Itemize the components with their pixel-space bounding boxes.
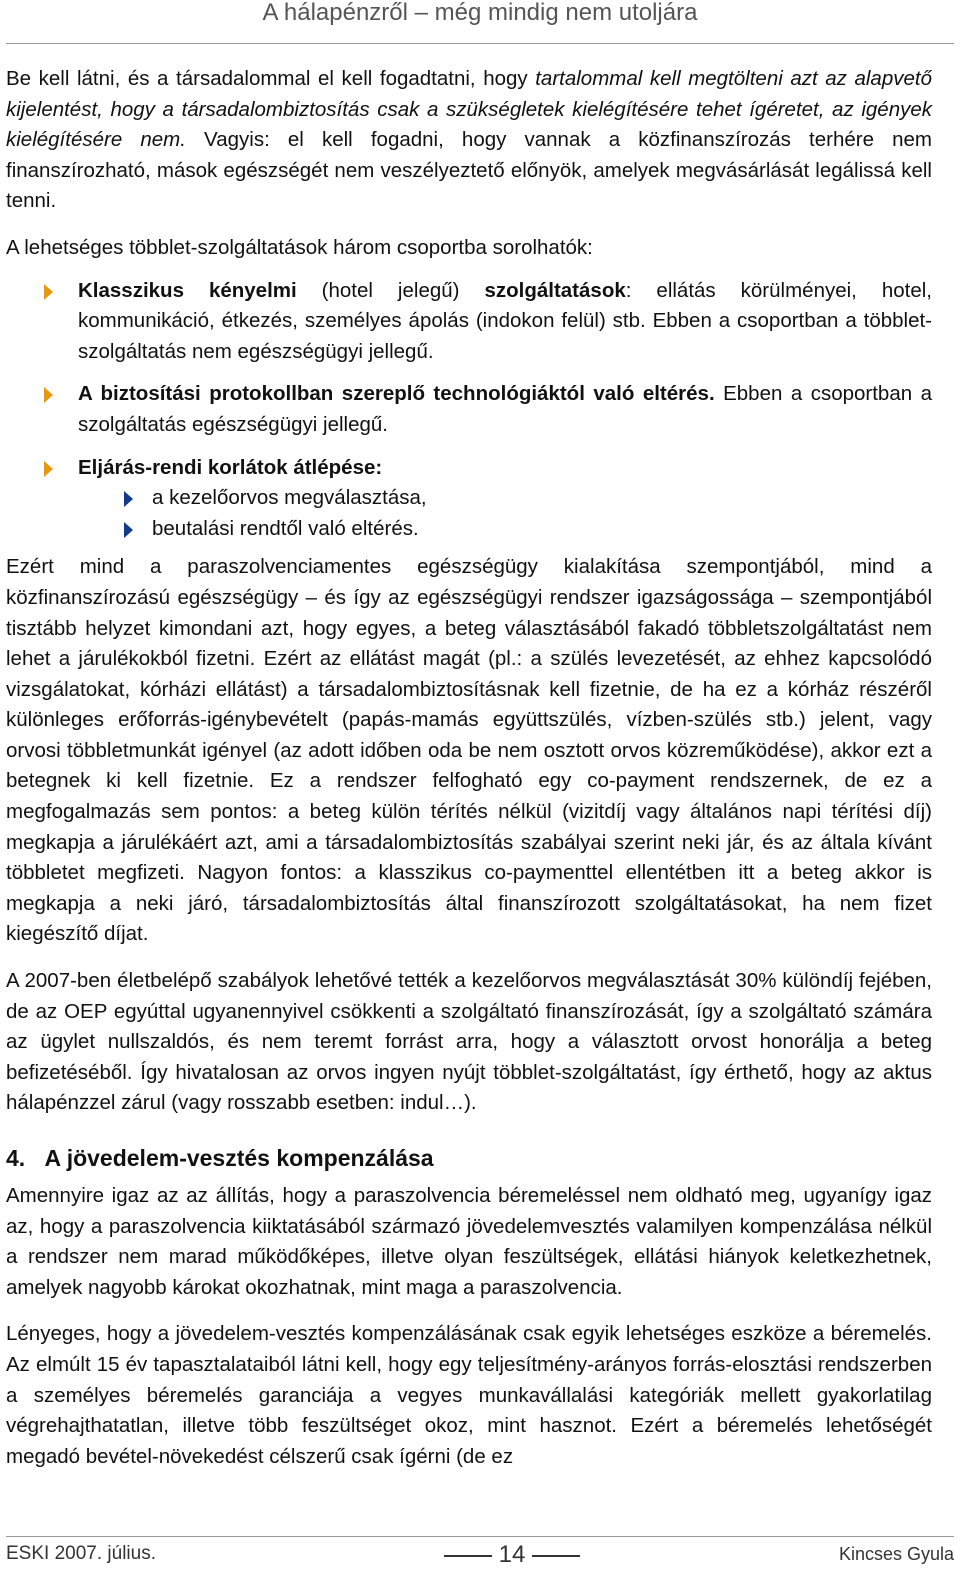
running-header: A hálapénzről – még mindig nem utoljára: [262, 0, 698, 26]
paragraph-6: Lényeges, hogy a jövedelem-vesztés kompenzálásának csak egyik lehetséges eszköze a béremelés. Az elmúlt 15 év tapasztalataiból látni kell, hogy egy teljesítmény-arányos forrás-elosztási rendszerben a személyes béremelés garanciája a vegyes munkavállalási kategóriák mellett gyakorlatilag végrehajthatatlan, illetve több feszültséget okoz, mint hasznot. Ezért a béremelés lehetőségét megadó bevétel-növekedést célszerű csak ígérni (de ez: [6, 1322, 932, 1468]
section-title: A jövedelem-vesztés kompenzálása: [44, 1145, 434, 1171]
section-number: 4.: [6, 1145, 26, 1171]
paragraph-3: Ezért mind a paraszolvenciamentes egészségügy kialakítása szempontjából, mind a közfinanszírozású egészségügy – és így az egészségügyi rendszer igazságossága – szempontjából tisztább helyzet kimondani azt, hogy egyes, a beteg választásából fakadó többletszolgáltatást nem lehet a járulékokból fizetni. Ezért az ellátást magát (pl.: a szülés levezetését, az ehhez kapcsolódó vizsgálatokat, kórházi ellátást) a társadalombiztosításnak kell fizetnie, de ha ez a kórház részéről különleges erőforrás-igénybevételt (papás-mamás együttszülés, vízben-szülés stb.) jelent, vagy orvosi többletmunkát igényel (az adott időben oda be nem osztott orvos közreműködése), akkor ezt a betegnek ki kell fizetnie. Ez a rendszer felfogható egy co-payment rendszernek, de ez a megfogalmazás sem pontos: a beteg külön térítés nélkül (vizitdíj vagy általános napi térítési díj) megkapja a járulékáért azt, ami a társadalombiztosítás szabályai szerint neki jár, és az általa kívánt többletet megfizeti. Nagyon fontos: a klasszikus co-paymenttel ellentétben itt a beteg akkor is megkapja a neki járó, társadalombiztosítás által finanszírozott szolgáltatásokat, ha nem fizet kiegészítő díjat.: [6, 555, 932, 946]
paragraph-5: Amennyire igaz az az állítás, hogy a paraszolvencia béremeléssel nem oldható meg, ugyanígy igaz az, hogy a paraszolvencia kiiktatásából származó jövedelemvesztés valamilyen kompenzálása nélkül a rendszer nem marad működőképes, illetve olyan feszültségek, ellátási hiányok keletkezhetnek, amelyek nagyobb károkat okozhatnak, mint maga a paraszolvencia.: [6, 1184, 932, 1299]
bullet-item-3: [6, 453, 932, 484]
bullet-2-text: Ebben a csoportban a szolgáltatás egészségügyi jellegű.: [78, 382, 932, 436]
paragraph-1-text: Be kell látni, és a társadalommal el kell fogadtatni, hogy: [6, 67, 536, 90]
page-number: 14: [498, 1541, 526, 1568]
sub-bullet-2-text: beutalási rendtől való eltérés.: [152, 516, 419, 540]
page-number-block: [444, 1541, 580, 1569]
paragraph-1-text-end: Vagyis: el kell fogadni, hogy vannak a közfinanszírozás terhére nem finanszírozható, mások egészségét nem veszélyeztető előnyök, amelyek megvásárlását legálissá kell tenni.: [6, 128, 932, 213]
footer-rule: [6, 1536, 954, 1537]
paragraph-2: A lehetséges többlet-szolgáltatások három csoportba sorolhatók:: [6, 235, 593, 259]
dash-left: [444, 1555, 492, 1557]
bullet-1-text: (hotel jelegű): [296, 278, 485, 302]
section-heading: [6, 1143, 932, 1173]
paragraph-4: A 2007-ben életbelépő szabályok lehetővé tették a kezelőorvos megválasztását 30% különdíj fejében, de az OEP egyúttal ugyanennyivel csökkenti a szolgáltató finanszírozását, így a szolgáltató számára az ügylet nullszaldós, és nem teremt forrást arra, hogy a választott orvost honorálja a beteg befizetéséből. Így hivatalosan az orvos ingyen nyújt többlet-szolgáltatást, így érthető, hogy az aktus hálapénzzel zárul (vagy rosszabb esetben: indul…).: [6, 969, 932, 1115]
sub-arrow-bullet-icon: [124, 491, 133, 507]
bullet-1-text-2: : ellátás körülményei, hotel, kommunikáció, étkezés, személyes ápolás (indokon felül) stb. Ebben a csoportban a többlet-szolgáltatás nem egészségügyi jellegű.: [78, 278, 932, 363]
arrow-bullet-icon: [44, 284, 53, 300]
footer-author: Kincses Gyula: [838, 1544, 954, 1564]
bullet-item-1: [6, 276, 932, 368]
header-rule: [6, 43, 954, 44]
bullet-1-bold-2: szolgáltatások: [484, 278, 626, 302]
page-content: [6, 64, 932, 1472]
bullet-item-2: [6, 379, 932, 440]
bullet-2-bold: A biztosítási protokollban szereplő technológiáktól való eltérés.: [78, 382, 715, 406]
sub-arrow-bullet-icon: [124, 522, 133, 538]
bullet-3-bold: Eljárás-rendi korlátok átlépése:: [78, 455, 383, 479]
footer-left: ESKI 2007. július.: [6, 1543, 156, 1564]
page-footer: [6, 1541, 954, 1571]
paragraph-1: [6, 64, 932, 217]
dash-right: [532, 1555, 580, 1557]
bullet-1-bold: Klasszikus kényelmi: [78, 278, 297, 302]
sub-bullet-1-text: a kezelőorvos megválasztása,: [152, 486, 427, 510]
paragraph-1-italic: tartalommal kell megtölteni azt az alapvető kijelentést, hogy a társadalombiztosítás csak a szükségletek kielégítésére tehet ígéretet, az igények kielégítésére nem.: [6, 67, 932, 152]
sub-bullet-item-2: [6, 514, 932, 545]
arrow-bullet-icon: [44, 461, 53, 477]
sub-bullet-item-1: [6, 483, 932, 514]
arrow-bullet-icon: [44, 387, 53, 403]
